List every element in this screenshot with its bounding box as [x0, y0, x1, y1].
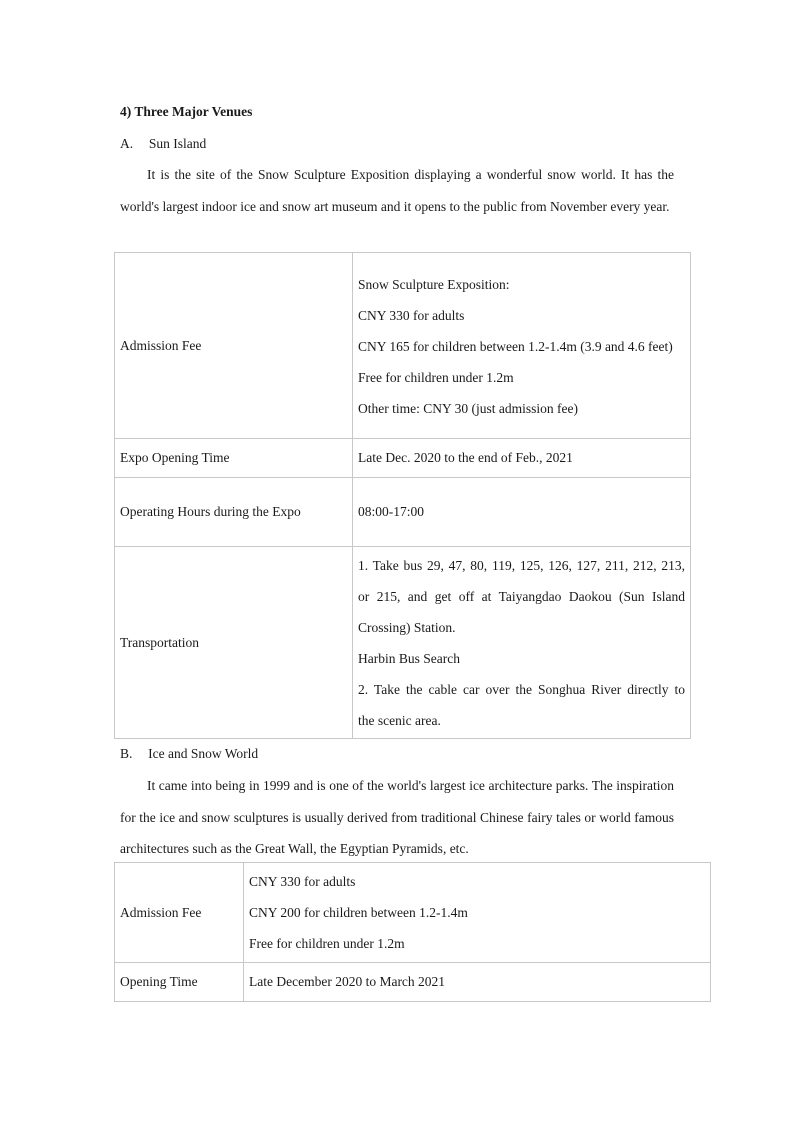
table-row-admission: [115, 863, 711, 963]
venue-a-heading: [120, 136, 206, 152]
bus-search-link[interactable]: Harbin Bus Search: [358, 650, 460, 666]
admission-line: CNY 200 for children between 1.2-1.4m: [249, 905, 468, 920]
admission-line: Free for children under 1.2m: [358, 369, 514, 385]
admission-line: CNY 330 for adults: [358, 307, 465, 323]
admission-line: CNY 165 for children between 1.2-1.4m (3.9 and 4.6 feet): [358, 338, 673, 354]
admission-fee-label: Admission Fee: [115, 863, 244, 963]
transportation-label: Transportation: [115, 547, 353, 739]
hours-label: Operating Hours during the Expo: [115, 478, 353, 547]
table-row-opening-time: [115, 963, 711, 1002]
section-heading: 4) Three Major Venues: [120, 104, 253, 119]
admission-line: Free for children under 1.2m: [249, 936, 405, 951]
admission-fee-label: Admission Fee: [115, 253, 353, 439]
venue-b-name: Ice and Snow World: [148, 746, 259, 761]
table-row-hours: [115, 478, 691, 547]
admission-line: CNY 330 for adults: [249, 874, 356, 889]
venue-a-description: [120, 159, 674, 222]
venue-b-description: [120, 770, 674, 865]
admission-fee-value: [353, 253, 691, 439]
expo-time-value: Late Dec. 2020 to the end of Feb., 2021: [353, 439, 691, 478]
table-row-admission: [115, 253, 691, 439]
opening-time-value: Late December 2020 to March 2021: [244, 963, 711, 1002]
opening-time-label: Opening Time: [115, 963, 244, 1002]
table-row-expo-time: [115, 439, 691, 478]
admission-line: Snow Sculpture Exposition:: [358, 276, 510, 292]
hours-value: 08:00-17:00: [353, 478, 691, 547]
venue-b-heading: [120, 746, 258, 762]
expo-time-label: Expo Opening Time: [115, 439, 353, 478]
transport-line: 2. Take the cable car over the Songhua River directly to: [358, 681, 685, 697]
venue-b-description-text: It came into being in 1999 and is one of the world's largest ice architecture parks. The inspiration for the ice and snow sculptures is usually derived from traditional Chinese fairy tales or world famous architectures such as the Great Wall, the Egyptian Pyramids, etc.: [120, 778, 674, 856]
venue-b-info-table: [114, 862, 711, 1002]
transportation-value: [353, 547, 691, 739]
transport-line: Crossing) Station.: [358, 619, 456, 635]
venue-b-label: B.: [120, 746, 133, 761]
transport-line: 1. Take bus 29, 47, 80, 119, 125, 126, 127, 211, 212, 213,: [358, 557, 685, 573]
transport-line: or 215, and get off at Taiyangdao Daokou (Sun Island: [358, 588, 685, 604]
transport-line: the scenic area.: [358, 712, 441, 728]
admission-line: Other time: CNY 30 (just admission fee): [358, 400, 578, 416]
venue-a-name: Sun Island: [148, 136, 207, 151]
venue-a-label: A.: [120, 136, 134, 151]
venue-a-info-table: [114, 252, 691, 739]
venue-a-description-text: It is the site of the Snow Sculpture Exposition displaying a wonderful snow world. It has the world's largest indoor ice and snow art museum and it opens to the public from November every year.: [120, 167, 674, 214]
admission-fee-value: [244, 863, 711, 963]
table-row-transportation: [115, 547, 691, 739]
